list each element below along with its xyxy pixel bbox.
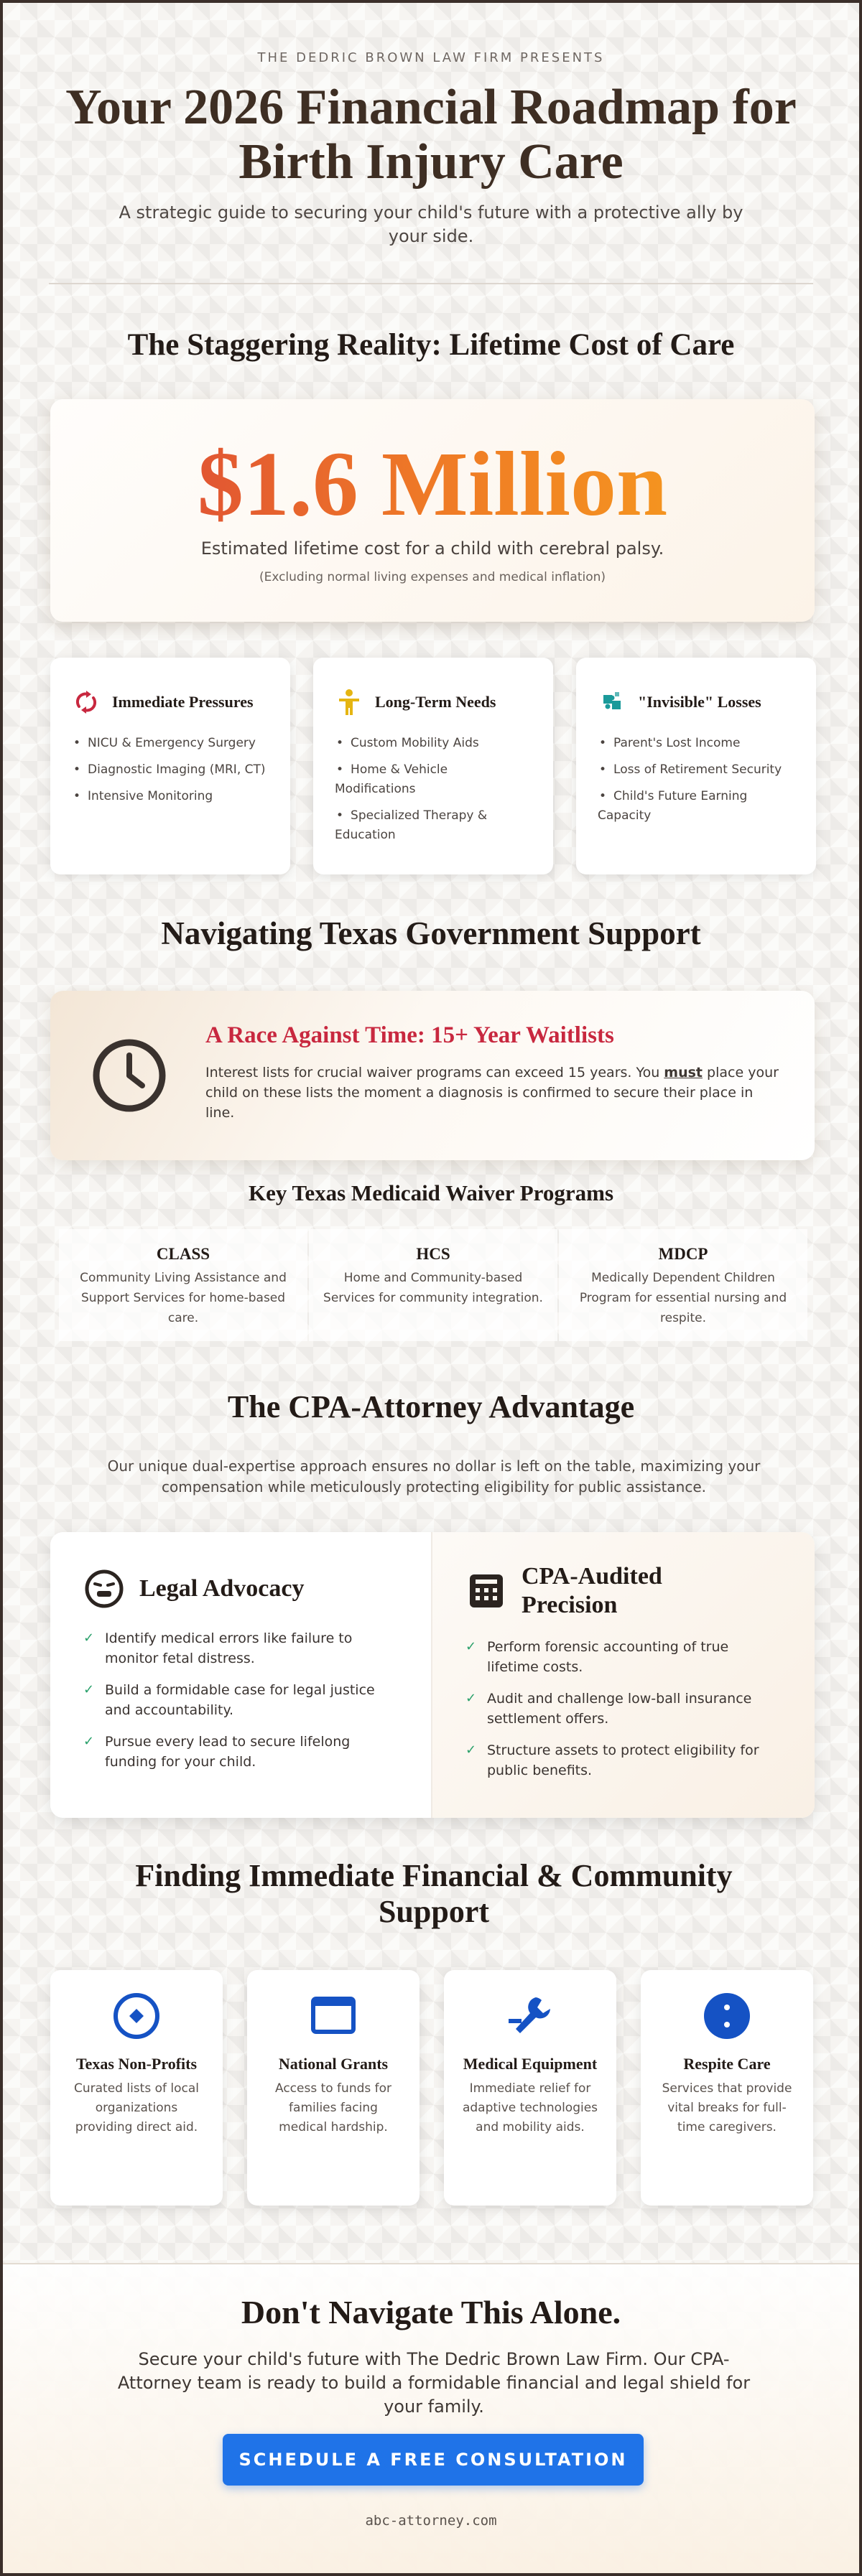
legal-advocacy-panel bbox=[50, 1532, 432, 1818]
support-description: Curated lists of local organizations providing direct aid. bbox=[73, 2081, 199, 2134]
support-title: National Grants bbox=[278, 2055, 389, 2073]
list-item: ✓ Structure assets to protect eligibility for public benefits. bbox=[465, 1740, 774, 1781]
page-subtitle: A strategic guide to securing your child's future with a protective ally by your side. bbox=[119, 202, 743, 246]
clock-icon bbox=[89, 1035, 170, 1116]
reality-section-title: The Staggering Reality: Lifetime Cost of Care bbox=[127, 328, 735, 362]
check-icon: ✓ bbox=[465, 1691, 477, 1706]
diamond-circle-icon bbox=[111, 1990, 162, 2042]
cpa-precision-panel bbox=[432, 1532, 815, 1818]
website-link[interactable]: abc-attorney.com bbox=[365, 2513, 497, 2529]
person-accessibility-icon bbox=[335, 688, 363, 717]
waiver-program bbox=[59, 1229, 307, 1341]
support-card bbox=[641, 1970, 813, 2206]
waiver-description: Home and Community-based Services for community integration. bbox=[323, 1271, 543, 1305]
cpa-precision-title: CPA-Audited Precision bbox=[522, 1563, 662, 1618]
check-icon: ✓ bbox=[83, 1734, 95, 1749]
cost-category-card bbox=[313, 658, 553, 874]
support-description: Access to funds for families facing medical hardship. bbox=[274, 2081, 392, 2134]
list-item: • Child's Future Earning Capacity bbox=[598, 787, 794, 826]
calculator-icon bbox=[465, 1570, 507, 1612]
support-description: Services that provide vital breaks for full-time caregivers. bbox=[662, 2081, 792, 2134]
support-description: Immediate relief for adaptive technologies and mobility aids. bbox=[462, 2081, 598, 2134]
schedule-consultation-button[interactable]: SCHEDULE A FREE CONSULTATION bbox=[223, 2434, 644, 2486]
list-item: • Specialized Therapy & Education bbox=[335, 806, 532, 845]
list-item: • Intensive Monitoring bbox=[72, 787, 269, 806]
check-icon: ✓ bbox=[465, 1742, 477, 1758]
advantage-intro: Our unique dual-expertise approach ensures no dollar is left on the table, maximizing your compensation while meticulously protecting eligibility for public assistance. bbox=[107, 1457, 761, 1495]
cost-category-title: "Invisible" Losses bbox=[638, 693, 761, 711]
header-divider bbox=[49, 283, 813, 284]
face-shield-icon bbox=[83, 1568, 125, 1610]
texas-section-title: Navigating Texas Government Support bbox=[161, 915, 701, 951]
check-icon: ✓ bbox=[465, 1639, 477, 1654]
waiver-description: Medically Dependent Children Program for essential nursing and respite. bbox=[579, 1271, 787, 1325]
list-item: • Diagnostic Imaging (MRI, CT) bbox=[72, 760, 269, 780]
waiver-name: HCS bbox=[416, 1245, 450, 1263]
support-card bbox=[444, 1970, 616, 2206]
emphasis-must: must bbox=[664, 1065, 703, 1081]
cta-title: Don't Navigate This Alone. bbox=[241, 2294, 621, 2330]
page-title: Your 2026 Financial Roadmap for Birth Injury Care bbox=[65, 80, 797, 190]
lifetime-cost-description: Estimated lifetime cost for a child with cerebral palsy. bbox=[200, 538, 664, 559]
list-item: • NICU & Emergency Surgery bbox=[72, 734, 269, 753]
waitlist-text: Interest lists for crucial waiver programs can exceed 15 years. You must place your child on these lists the moment a diagnosis is confirmed to secure their place in line. bbox=[205, 1065, 779, 1121]
list-item: ✓ Identify medical errors like failure to monitor fetal distress. bbox=[83, 1628, 392, 1669]
lifetime-cost-card bbox=[50, 399, 815, 622]
waiver-description: Community Living Assistance and Support Services for home-based care. bbox=[80, 1271, 287, 1325]
dots-circle-icon bbox=[701, 1990, 753, 2042]
waitlist-warning-card bbox=[50, 991, 815, 1160]
waiver-name: CLASS bbox=[156, 1245, 210, 1263]
presenter-line: THE DEDRIC BROWN LAW FIRM PRESENTS bbox=[257, 50, 605, 65]
list-item: • Home & Vehicle Modifications bbox=[335, 760, 532, 799]
cta-text: Secure your child's future with The Dedric Brown Law Firm. Our CPA-Attorney team is ready to build a formidable financial and legal shield for your family. bbox=[117, 2349, 751, 2417]
advantage-card bbox=[50, 1532, 815, 1818]
support-title: Respite Care bbox=[683, 2055, 771, 2073]
list-item: ✓ Audit and challenge low-ball insurance settlement offers. bbox=[465, 1689, 774, 1729]
waiver-program bbox=[559, 1229, 807, 1341]
support-title: Medical Equipment bbox=[463, 2055, 598, 2073]
wrench-icon bbox=[504, 1990, 556, 2042]
waiver-programs-title: Key Texas Medicaid Waiver Programs bbox=[248, 1180, 614, 1205]
check-icon: ✓ bbox=[83, 1630, 95, 1646]
window-icon bbox=[307, 1990, 359, 2042]
support-section-title: Finding Immediate Financial & Community Support bbox=[135, 1858, 733, 1929]
support-card bbox=[247, 1970, 420, 2206]
cost-category-title: Immediate Pressures bbox=[112, 693, 254, 711]
waiver-name: MDCP bbox=[658, 1245, 708, 1263]
list-item: • Loss of Retirement Security bbox=[598, 760, 794, 780]
legal-advocacy-title: Legal Advocacy bbox=[139, 1575, 305, 1602]
lifetime-cost-note: (Excluding normal living expenses and medical inflation) bbox=[259, 570, 606, 584]
advantage-section-title: The CPA-Attorney Advantage bbox=[227, 1389, 635, 1424]
support-title: Texas Non-Profits bbox=[75, 2055, 198, 2073]
list-item: ✓ Build a formidable case for legal justice and accountability. bbox=[83, 1680, 392, 1720]
cost-category-card bbox=[50, 658, 290, 874]
lifetime-cost-amount: $1.6 Million bbox=[50, 434, 815, 534]
check-icon: ✓ bbox=[83, 1682, 95, 1697]
list-item: ✓ Pursue every lead to secure lifelong funding for your child. bbox=[83, 1732, 392, 1772]
waitlist-title: A Race Against Time: 15+ Year Waitlists bbox=[205, 1022, 614, 1048]
list-item: ✓ Perform forensic accounting of true lifetime costs. bbox=[465, 1637, 774, 1677]
call-to-action-section bbox=[3, 2263, 859, 2576]
cost-category-title: Long-Term Needs bbox=[375, 693, 496, 711]
list-item: • Custom Mobility Aids bbox=[335, 734, 532, 753]
puzzle-icon bbox=[598, 688, 626, 717]
list-item: • Parent's Lost Income bbox=[598, 734, 794, 753]
waiver-program bbox=[309, 1229, 557, 1341]
arrows-cycle-icon bbox=[72, 688, 101, 717]
cost-category-card bbox=[576, 658, 816, 874]
support-card bbox=[50, 1970, 223, 2206]
